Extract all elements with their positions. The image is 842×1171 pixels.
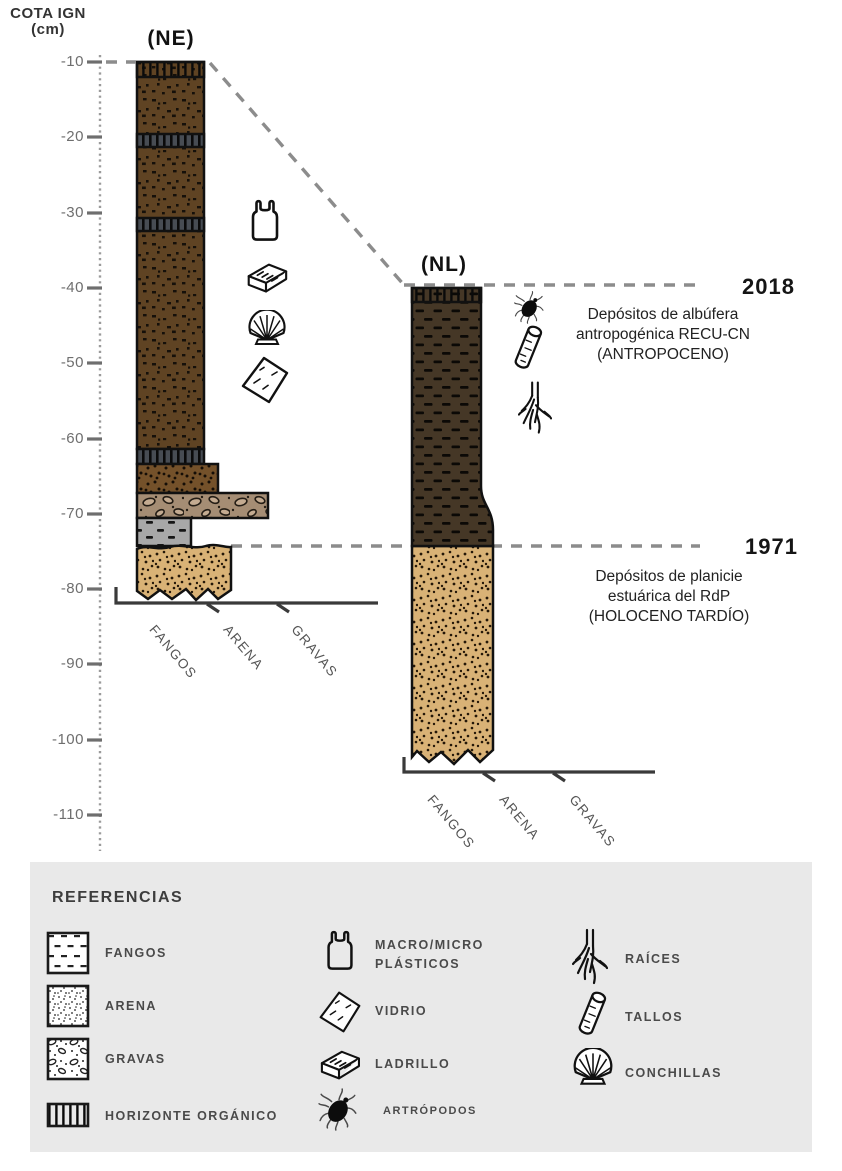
year-2018: 2018 <box>742 274 795 299</box>
annotation-anthropocene <box>542 305 784 365</box>
legend-label-plasticos: MACRO/MICRO PLÁSTICOS <box>375 938 484 971</box>
ne-brown-sand-layer <box>137 464 218 493</box>
nl-axis-arena: ARENA <box>496 792 543 844</box>
nl-sand-layer <box>412 546 493 764</box>
ne-gray-mud-layer <box>137 518 191 546</box>
legend-glass-shard-icon <box>318 990 362 1034</box>
legend-title: REFERENCIAS <box>52 889 184 906</box>
legend-label-artropodos: ARTRÓPODOS <box>383 1105 477 1117</box>
tick--50: -50 <box>60 354 84 371</box>
ne-organic-band-1 <box>137 134 204 147</box>
tick--60: -60 <box>60 430 84 447</box>
depth-scale <box>87 55 102 851</box>
tick--20: -20 <box>60 128 84 145</box>
nl-axis-fangos: FANGOS <box>424 792 478 852</box>
legend-stem-icon <box>576 986 608 1042</box>
annotation-holocene <box>548 567 790 627</box>
glass-shard-icon <box>240 356 290 404</box>
legend-label-gravas: GRAVAS <box>105 1052 166 1066</box>
arena-swatch <box>46 984 90 1028</box>
legend-label-tallos: TALLOS <box>625 1010 684 1024</box>
ne-axis-fangos: FANGOS <box>146 622 200 682</box>
core-ne-label: (NE) <box>147 27 195 50</box>
annotation-anthropocene-line1: Depósitos de albúfera <box>587 306 739 323</box>
ne-axis-arena: ARENA <box>220 622 267 674</box>
horizonte-organico-swatch <box>46 1102 90 1129</box>
plastic-bag-icon <box>250 199 280 241</box>
scale-title: COTA IGN <box>10 5 86 22</box>
legend-arthropod-icon <box>318 1086 360 1132</box>
ne-axis-gravas: GRAVAS <box>288 622 341 681</box>
shell-icon <box>245 310 289 348</box>
legend-roots-icon <box>572 928 608 986</box>
fangos-swatch <box>46 931 90 975</box>
gravas-swatch <box>46 1037 90 1081</box>
legend <box>30 862 812 1152</box>
ne-organic-band-3 <box>137 449 204 464</box>
legend-label-fangos: FANGOS <box>105 946 167 960</box>
arthropod-icon <box>513 290 547 324</box>
tick--110: -110 <box>53 806 84 823</box>
nl-grainsize-axis <box>404 757 655 781</box>
nl-mud-layer <box>412 288 493 546</box>
legend-label-ladrillo: LADRILLO <box>375 1057 451 1071</box>
tick--80: -80 <box>60 580 84 597</box>
tick--30: -30 <box>60 204 84 221</box>
ne-gravel-layer <box>137 493 268 518</box>
nl-axis-gravas: GRAVAS <box>566 792 619 851</box>
scale-unit: (cm) <box>31 21 65 38</box>
legend-label-conchillas: CONCHILLAS <box>625 1066 722 1080</box>
ne-organic-top-hatch <box>137 62 204 77</box>
tick--100: -100 <box>51 731 84 748</box>
annotation-anthropocene-line3: (ANTROPOCENO) <box>597 346 729 363</box>
legend-shell-icon <box>570 1048 616 1088</box>
core-nl-column <box>412 288 493 764</box>
year-1971: 1971 <box>745 534 798 559</box>
annotation-holocene-line1: Depósitos de planicie <box>595 568 743 585</box>
legend-brick-icon <box>315 1048 363 1086</box>
brick-icon <box>242 260 290 300</box>
ne-nl-diagonal-dashed-line <box>210 63 404 285</box>
tick--90: -90 <box>60 655 84 672</box>
core-nl-label: (NL) <box>421 253 467 276</box>
tick--10: -10 <box>60 53 84 70</box>
nl-organic-top-hatch <box>412 288 481 302</box>
tick--70: -70 <box>60 505 84 522</box>
ne-organic-band-2 <box>137 218 204 231</box>
stem-icon <box>512 320 544 376</box>
legend-label-raices: RAÍCES <box>625 952 682 966</box>
legend-plastic-bag-icon <box>325 930 355 970</box>
annotation-holocene-line2: estuárica del RdP <box>607 588 731 605</box>
roots-icon <box>518 380 552 436</box>
legend-label-horizonte-organico: HORIZONTE ORGÁNICO <box>105 1109 278 1123</box>
tick--40: -40 <box>60 279 84 296</box>
annotation-anthropocene-line2: antropogénica RECU-CN <box>575 326 751 343</box>
ne-sand-layer <box>137 545 231 600</box>
legend-label-vidrio: VIDRIO <box>375 1004 428 1018</box>
legend-label-arena: ARENA <box>105 999 157 1013</box>
annotation-holocene-line3: (HOLOCENO TARDÍO) <box>588 608 750 625</box>
